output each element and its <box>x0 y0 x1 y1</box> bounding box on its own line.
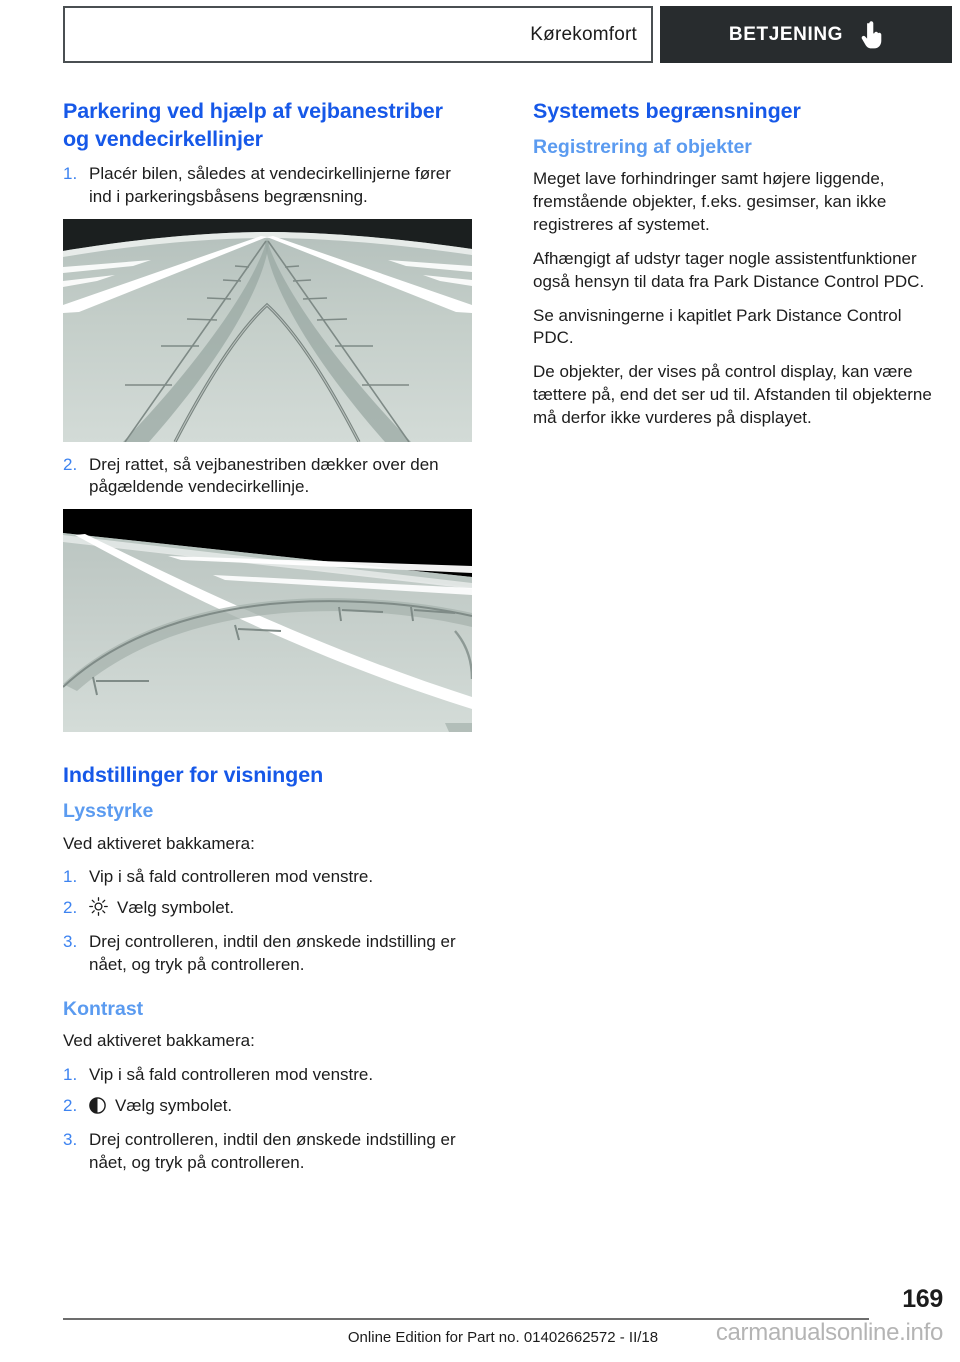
page-header <box>63 6 952 63</box>
paragraph: De objekter, der vises på control display, kan være tættere på, end det ser ud til. Afstanden til objekterne må derfor ikke vurderes på displayet. <box>533 362 932 428</box>
object-detection-subtitle: Registrering af objekter <box>533 135 752 158</box>
breadcrumb-box <box>63 6 653 63</box>
brightness-subtitle: Lysstyrke <box>63 800 154 823</box>
step-text-with-icon <box>89 897 473 923</box>
list-item <box>63 1064 473 1087</box>
contrast-intro: Ved aktiveret bakkamera: <box>63 1031 255 1051</box>
paragraph: Se anvisningerne i kapitlet Park Distance Control PDC. <box>533 305 902 348</box>
step-text-with-icon <box>89 1095 473 1121</box>
step-text: Vælg symbolet. <box>115 1095 233 1115</box>
list-item <box>63 866 473 889</box>
step-number: 3. <box>63 1129 78 1149</box>
pointing-hand-icon <box>859 21 883 49</box>
step-text: Vip i så fald controlleren mod venstre. <box>89 867 374 887</box>
page-number: 169 <box>902 1285 943 1313</box>
step-text: Drej controlleren, indtil den ønskede indstilling er nået, og tryk på controlleren. <box>89 1129 456 1172</box>
parking-steps-list-first <box>63 163 473 209</box>
contrast-subtitle: Kontrast <box>63 997 144 1020</box>
parking-steps-list-second <box>63 454 473 500</box>
paragraph: Meget lave forhindringer samt højere liggende, fremstående objekter, f.eks. gesimser, kan ikke registreres af systemet. <box>533 169 887 234</box>
section-tab <box>660 6 952 63</box>
section-tab-label: BETJENING <box>728 23 844 45</box>
step-number: 2. <box>63 1095 78 1115</box>
step-number: 2. <box>63 454 78 474</box>
step-text: Drej rattet, så vejbanestriben dækker over den pågældende vendecirkellinje. <box>89 454 439 497</box>
step-text: Drej controlleren, indtil den ønskede indstilling er nået, og tryk på controlleren. <box>89 932 456 975</box>
step-text: Placér bilen, således at vendecirkellinjerne fører ind i parkeringsbåsens begrænsning. <box>89 163 451 206</box>
step-text: Vælg symbolet. <box>117 898 235 918</box>
step-number: 1. <box>63 163 78 183</box>
contrast-half-circle-icon <box>89 1097 106 1121</box>
page-columns <box>63 98 943 1175</box>
brightness-sun-icon <box>89 897 108 923</box>
right-column <box>533 98 943 1175</box>
figure-lane-stripe-overlap <box>63 509 472 732</box>
step-number: 1. <box>63 1065 78 1085</box>
left-column <box>63 98 473 1175</box>
list-item <box>63 1129 473 1175</box>
list-item <box>63 163 473 209</box>
list-item <box>63 897 473 923</box>
list-item <box>63 931 473 977</box>
figure-turning-circle-lines <box>63 219 472 442</box>
list-item <box>63 1095 473 1121</box>
brightness-intro: Ved aktiveret bakkamera: <box>63 833 255 853</box>
brightness-steps-list <box>63 866 473 976</box>
step-number: 3. <box>63 932 78 952</box>
edition-text: Online Edition for Part no. 01402662572 - II/18 <box>347 1329 659 1346</box>
site-watermark: carmanualsonline.info <box>715 1319 943 1346</box>
system-limits-title: Systemets begrænsninger <box>533 99 801 123</box>
paragraph: Afhængigt af udstyr tager nogle assistentfunktioner også hensyn til data fra Park Distance Control PDC. <box>533 248 925 291</box>
page-title: Parkering ved hjælp af vejbanestriber og vendecirkellinjer <box>63 99 443 151</box>
step-number: 2. <box>63 898 78 918</box>
step-text: Vip i så fald controlleren mod venstre. <box>89 1065 374 1085</box>
step-number: 1. <box>63 867 78 887</box>
contrast-steps-list <box>63 1064 473 1174</box>
display-settings-title: Indstillinger for visningen <box>63 763 324 788</box>
breadcrumb-label: Kørekomfort <box>530 23 637 45</box>
list-item <box>63 454 473 500</box>
